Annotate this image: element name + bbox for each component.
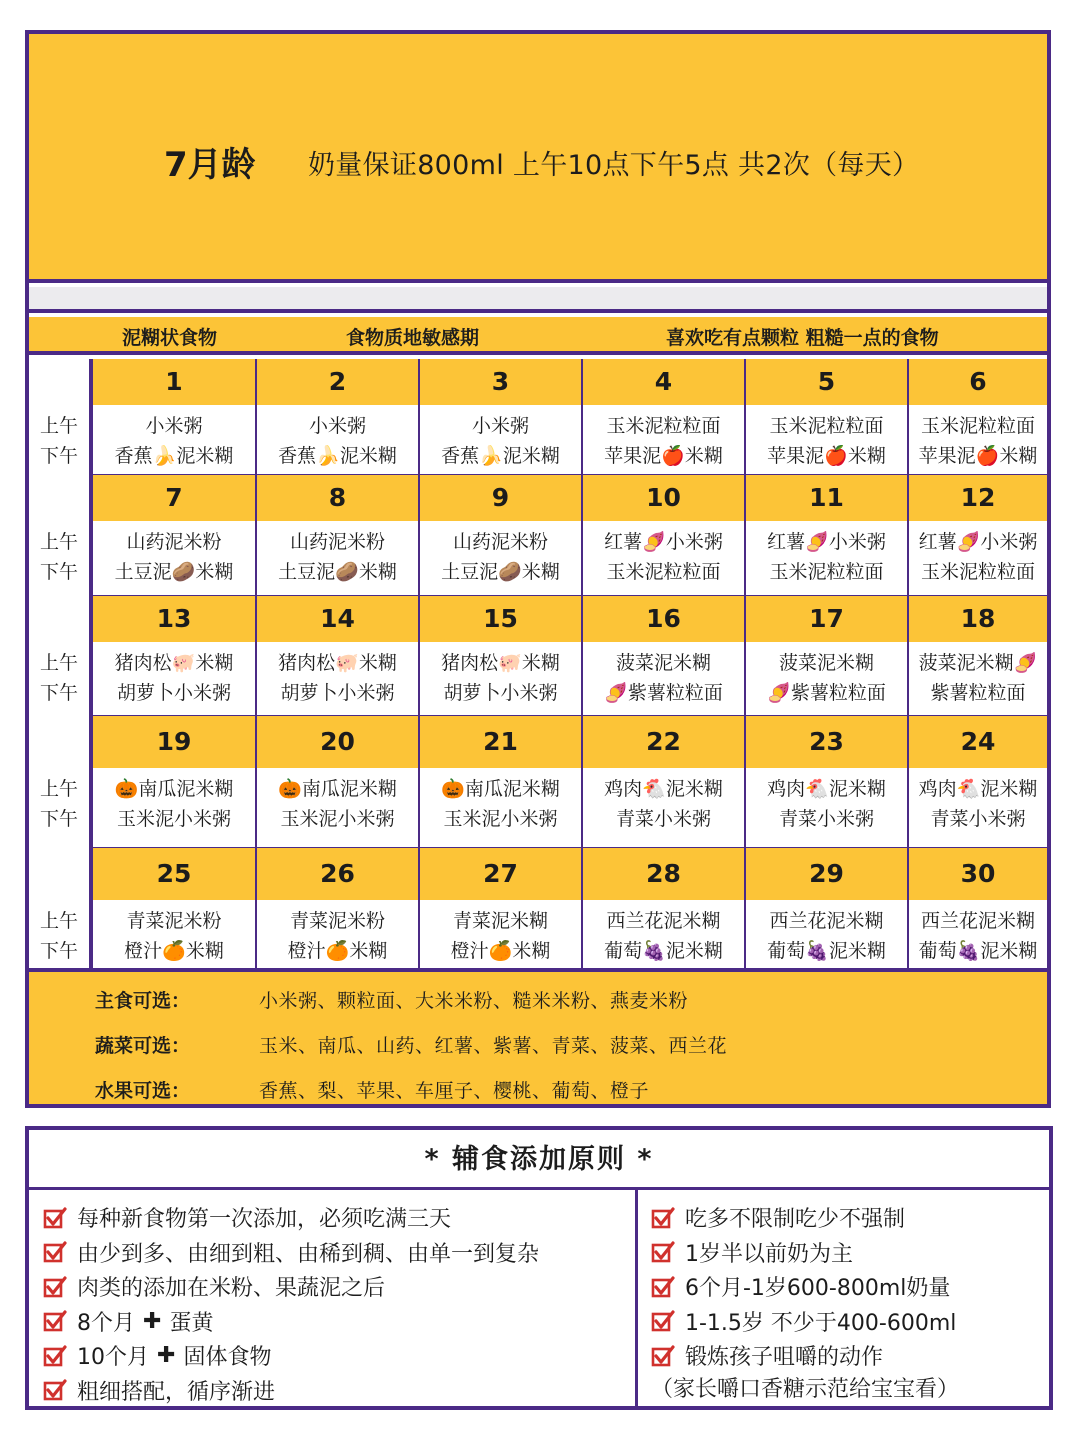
am-meal: 小米粥	[308, 415, 366, 437]
am-meal: 青菜泥米粉	[289, 910, 385, 932]
menu-plan-panel	[25, 30, 1051, 1108]
principle-text: 固体食物	[183, 1345, 272, 1370]
day-number: 21	[420, 716, 581, 768]
principles-note: （家长嚼口香糖示范给宝宝看）	[651, 1377, 960, 1402]
principle-item	[651, 1202, 905, 1233]
day-cell	[581, 475, 744, 596]
principle-text: 8个月	[77, 1310, 135, 1336]
day-cell	[91, 848, 255, 968]
pm-meal: 土豆泥🥔米糊	[441, 561, 560, 583]
day-number: 7	[93, 475, 255, 521]
pm-label: 下午	[39, 808, 78, 830]
checkbox-icon	[651, 1309, 685, 1333]
option-value: 香蕉、梨、苹果、车厘子、樱桃、葡萄、橙子	[259, 1080, 650, 1102]
am-meal: 猪肉松🐖米糊	[114, 652, 234, 674]
pm-label: 下午	[39, 445, 78, 467]
day-cell	[581, 848, 744, 968]
am-meal: 山药泥米粉	[452, 531, 548, 553]
pm-meal: 香蕉🍌泥米糊	[278, 445, 397, 467]
spacer-row	[29, 287, 1047, 313]
principles-title: * 辅食添加原则 *	[29, 1130, 1049, 1190]
pm-meal: 土豆泥🥔米糊	[278, 561, 397, 583]
principle-text: 10个月	[77, 1345, 149, 1370]
day-number: 24	[909, 716, 1047, 768]
day-cell	[907, 596, 1047, 716]
age-title: 7月龄	[164, 145, 256, 185]
am-meal: 青菜泥米糊	[452, 910, 548, 932]
pm-meal: 青菜小米粥	[930, 808, 1026, 830]
principle-text: 锻炼孩子咀嚼的动作	[685, 1345, 884, 1370]
day-number: 26	[257, 848, 418, 900]
pm-meal: 🍠紫薯粒粒面	[767, 682, 886, 704]
principle-text: 由少到多、由细到粗、由稀到稠、由单一到复杂	[77, 1241, 540, 1267]
am-meal: 玉米泥粒粒面	[606, 415, 721, 437]
header-banner	[29, 34, 1047, 283]
daily-menu-grid	[29, 359, 1047, 968]
pm-meal: 苹果泥🍎米糊	[767, 445, 886, 467]
checkbox-icon	[43, 1344, 77, 1368]
am-meal: 菠菜泥米糊🍠	[918, 652, 1038, 674]
day-cell	[255, 848, 418, 968]
option-label: 水果可选：	[95, 1080, 191, 1102]
am-meal: 山药泥米粉	[289, 531, 385, 553]
pm-meal: 玉米泥小米粥	[280, 808, 395, 830]
day-number: 5	[746, 359, 907, 405]
column-divider	[635, 1190, 638, 1406]
principle-text: 1-1.5岁 不少于400-600ml	[685, 1310, 957, 1336]
day-cell	[255, 359, 418, 475]
pm-meal: 胡萝卜小米粥	[443, 682, 558, 704]
option-label: 主食可选：	[95, 990, 191, 1012]
day-number: 22	[583, 716, 744, 768]
day-number: 19	[93, 716, 255, 768]
am-label: 上午	[39, 415, 78, 437]
day-number: 14	[257, 596, 418, 642]
day-number: 12	[909, 475, 1047, 521]
day-number: 18	[909, 596, 1047, 642]
pm-label: 下午	[39, 561, 78, 583]
am-meal: 🎃南瓜泥米糊	[441, 778, 560, 800]
principle-text: 吃多不限制吃少不强制	[685, 1207, 906, 1232]
principle-item	[651, 1340, 883, 1371]
am-meal: 鸡肉🐔泥米糊	[767, 778, 886, 800]
am-label: 上午	[39, 652, 78, 674]
am-label: 上午	[39, 910, 78, 932]
day-cell	[91, 475, 255, 596]
day-cell	[418, 716, 581, 848]
checkbox-icon	[43, 1378, 77, 1402]
principles-panel	[25, 1126, 1053, 1410]
am-meal: 西兰花泥米糊	[769, 910, 884, 932]
principle-item	[43, 1271, 385, 1302]
day-cell	[581, 359, 744, 475]
phase-label: 食物质地敏感期	[346, 327, 480, 349]
phase-label: 喜欢吃有点颗粒 粗糙一点的食物	[666, 327, 939, 349]
principle-item	[43, 1202, 451, 1233]
day-number: 10	[583, 475, 744, 521]
day-number: 9	[420, 475, 581, 521]
day-number: 16	[583, 596, 744, 642]
am-meal: 鸡肉🐔泥米糊	[604, 778, 723, 800]
pm-meal: 苹果泥🍎米糊	[918, 445, 1038, 467]
day-cell	[744, 716, 907, 848]
day-cell	[91, 359, 255, 475]
am-label: 上午	[39, 531, 78, 553]
am-meal: 🎃南瓜泥米糊	[114, 778, 234, 800]
day-cell	[907, 716, 1047, 848]
am-meal: 西兰花泥米糊	[606, 910, 721, 932]
day-cell	[907, 475, 1047, 596]
am-meal: 小米粥	[471, 415, 529, 437]
day-number: 11	[746, 475, 907, 521]
pm-meal: 橙汁🍊米糊	[124, 940, 224, 962]
pm-meal: 青菜小米粥	[778, 808, 874, 830]
pm-meal: 玉米泥粒粒面	[920, 561, 1035, 583]
day-cell	[418, 848, 581, 968]
day-cell	[418, 596, 581, 716]
checkbox-icon	[43, 1275, 77, 1299]
food-options	[29, 968, 1047, 1104]
pm-meal: 玉米泥小米粥	[443, 808, 558, 830]
checkbox-icon	[651, 1206, 685, 1230]
option-label: 蔬菜可选：	[95, 1035, 191, 1057]
day-cell	[581, 716, 744, 848]
pm-meal: 苹果泥🍎米糊	[604, 445, 723, 467]
pm-meal: 🍠紫薯粒粒面	[604, 682, 723, 704]
am-meal: 青菜泥米粉	[126, 910, 222, 932]
day-number: 25	[93, 848, 255, 900]
principle-item	[651, 1237, 853, 1268]
phase-header-row	[29, 317, 1047, 355]
day-cell	[255, 716, 418, 848]
day-number: 3	[420, 359, 581, 405]
day-number: 20	[257, 716, 418, 768]
option-value: 小米粥、颗粒面、大米米粉、糙米米粉、燕麦米粉	[259, 990, 689, 1012]
principle-item	[651, 1271, 950, 1302]
day-number: 2	[257, 359, 418, 405]
day-number: 8	[257, 475, 418, 521]
day-number: 13	[93, 596, 255, 642]
am-meal: 红薯🍠小米粥	[767, 531, 886, 553]
pm-meal: 玉米泥粒粒面	[606, 561, 721, 583]
day-number: 6	[909, 359, 1047, 405]
day-cell	[907, 848, 1047, 968]
plus-icon: ✚	[157, 1343, 176, 1368]
principle-text: 蛋黄	[169, 1310, 214, 1336]
day-cell	[907, 359, 1047, 475]
day-cell	[255, 475, 418, 596]
am-meal: 红薯🍠小米粥	[918, 531, 1038, 553]
day-cell	[91, 716, 255, 848]
pm-meal: 葡萄🍇泥米糊	[604, 940, 723, 962]
pm-meal: 葡萄🍇泥米糊	[767, 940, 886, 962]
checkbox-icon	[43, 1206, 77, 1230]
am-meal: 玉米泥粒粒面	[920, 415, 1035, 437]
day-number: 1	[93, 359, 255, 405]
principle-text: 每种新食物第一次添加，必须吃满三天	[77, 1207, 452, 1232]
plus-icon: ✚	[143, 1308, 162, 1334]
day-cell	[418, 475, 581, 596]
day-number: 28	[583, 848, 744, 900]
day-number: 17	[746, 596, 907, 642]
pm-label: 下午	[39, 940, 78, 962]
day-cell	[744, 596, 907, 716]
am-meal: 红薯🍠小米粥	[604, 531, 723, 553]
pm-meal: 玉米泥小米粥	[116, 808, 231, 830]
pm-label: 下午	[39, 682, 78, 704]
day-number: 30	[909, 848, 1047, 900]
am-label: 上午	[39, 778, 78, 800]
day-cell	[744, 475, 907, 596]
pm-meal: 土豆泥🥔米糊	[114, 561, 234, 583]
day-number: 29	[746, 848, 907, 900]
principle-text: 6个月-1岁600-800ml奶量	[685, 1276, 951, 1301]
principle-item	[43, 1340, 271, 1371]
am-meal: 猪肉松🐖米糊	[278, 652, 397, 674]
am-meal: 小米粥	[145, 415, 203, 437]
principle-item	[43, 1306, 213, 1337]
pm-meal: 胡萝卜小米粥	[280, 682, 395, 704]
day-number: 27	[420, 848, 581, 900]
day-cell	[91, 596, 255, 716]
principle-text: 粗细搭配，循序渐进	[77, 1379, 276, 1405]
day-cell	[255, 596, 418, 716]
principle-text: 肉类的添加在米粉、果蔬泥之后	[77, 1276, 386, 1301]
pm-meal: 胡萝卜小米粥	[116, 682, 231, 704]
day-cell	[418, 359, 581, 475]
principle-item	[651, 1306, 956, 1337]
pm-meal: 橙汁🍊米糊	[287, 940, 388, 962]
day-cell	[744, 359, 907, 475]
checkbox-icon	[651, 1344, 685, 1368]
am-meal: 菠菜泥米糊	[778, 652, 874, 674]
am-meal: 鸡肉🐔泥米糊	[918, 778, 1038, 800]
am-meal: 猪肉松🐖米糊	[441, 652, 560, 674]
checkbox-icon	[43, 1240, 77, 1264]
principle-text: 1岁半以前奶为主	[685, 1241, 853, 1267]
am-meal: 菠菜泥米糊	[615, 652, 711, 674]
option-value: 玉米、南瓜、山药、红薯、紫薯、青菜、菠菜、西兰花	[259, 1035, 728, 1057]
am-meal: 山药泥米粉	[126, 531, 222, 553]
day-number: 15	[420, 596, 581, 642]
checkbox-icon	[651, 1240, 685, 1264]
pm-meal: 青菜小米粥	[615, 808, 711, 830]
day-cell	[581, 596, 744, 716]
pm-meal: 香蕉🍌泥米糊	[114, 445, 234, 467]
day-cell	[744, 848, 907, 968]
principle-item	[43, 1375, 275, 1406]
am-meal: 西兰花泥米糊	[920, 910, 1035, 932]
am-meal: 🎃南瓜泥米糊	[278, 778, 397, 800]
day-number: 4	[583, 359, 744, 405]
checkbox-icon	[651, 1275, 685, 1299]
am-meal: 玉米泥粒粒面	[769, 415, 884, 437]
checkbox-icon	[43, 1309, 77, 1333]
principle-item	[43, 1237, 539, 1268]
pm-meal: 玉米泥粒粒面	[769, 561, 884, 583]
pm-meal: 葡萄🍇泥米糊	[918, 940, 1038, 962]
milk-schedule-info: 奶量保证800ml 上午10点下午5点 共2次（每天）	[308, 150, 920, 181]
day-number: 23	[746, 716, 907, 768]
phase-label: 泥糊状食物	[122, 327, 218, 349]
pm-meal: 橙汁🍊米糊	[450, 940, 551, 962]
pm-meal: 香蕉🍌泥米糊	[441, 445, 560, 467]
pm-meal: 紫薯粒粒面	[930, 682, 1026, 704]
